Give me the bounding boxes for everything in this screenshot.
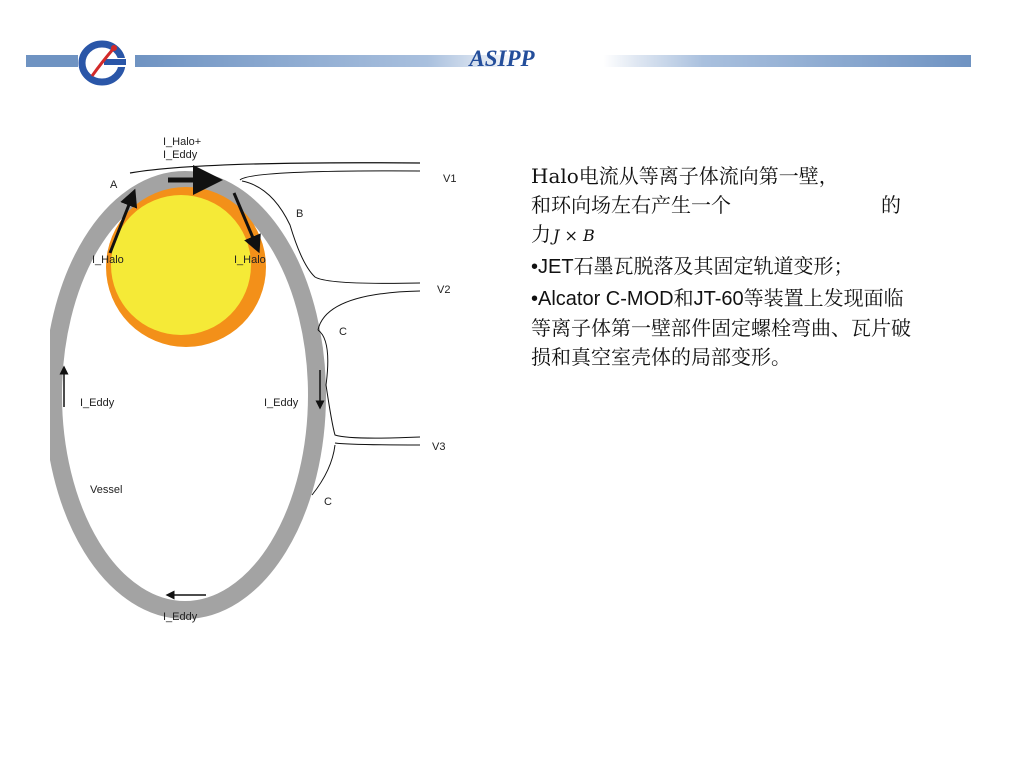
paragraph-cmod [531,284,916,372]
halo-line-3 [531,222,595,246]
header-bar-left [26,55,78,67]
wall-line-v2 [318,291,420,330]
wall-line-v1-inner [240,171,420,180]
cmod-lead: •Alcator C-MOD [531,288,674,310]
label-halo-plus: I_Halo+ [163,136,202,148]
label-v3: V3 [432,441,446,453]
halo-line-1: Halo电流从等离子体流向第一壁， [531,164,839,188]
header-title: ASIPP [469,46,535,71]
cmod-text: 等装置上发现面临等离子体第一壁部件固定螺栓弯曲、瓦片破损和真空室壳体的局部变形。 [531,286,911,369]
label-c1: C [339,326,347,338]
jet-text: 石墨瓦脱落及其固定轨道变形； [573,254,854,278]
label-v1: V1 [443,173,457,185]
wall-line-v3 [335,443,420,445]
label-eddy-left: I_Eddy [80,397,115,409]
label-halo-right: I_Halo [234,254,266,266]
label-eddy-top: I_Eddy [163,149,198,161]
label-a: A [110,179,118,191]
halo-force-word: 力 [531,222,551,246]
label-b: B [296,208,304,220]
wall-line-c1 [318,330,420,438]
label-vessel: Vessel [90,484,123,496]
paragraph-jet [531,252,916,282]
halo-line-2a: 和环向场左右产生一个 [531,193,731,217]
label-v2: V2 [437,284,451,296]
jet-lead: •JET [531,256,574,278]
cmod-and: 和 [673,286,694,310]
label-c2: C [324,496,332,508]
plasma-core [111,195,251,335]
halo-current-diagram [50,125,470,635]
wall-line-v1 [130,163,420,173]
halo-line-2b: 的 [881,193,901,217]
paragraph-halo [531,162,916,250]
label-eddy-right: I_Eddy [264,397,299,409]
label-halo-left: I_Halo [92,254,124,266]
jxb-formula: J × B [553,226,595,245]
description-text [531,162,916,374]
halo-line-2 [531,191,901,220]
label-eddy-bottom: I_Eddy [163,611,198,623]
asipp-logo-icon [74,40,136,86]
cmod-jt60: JT-60 [693,288,744,310]
